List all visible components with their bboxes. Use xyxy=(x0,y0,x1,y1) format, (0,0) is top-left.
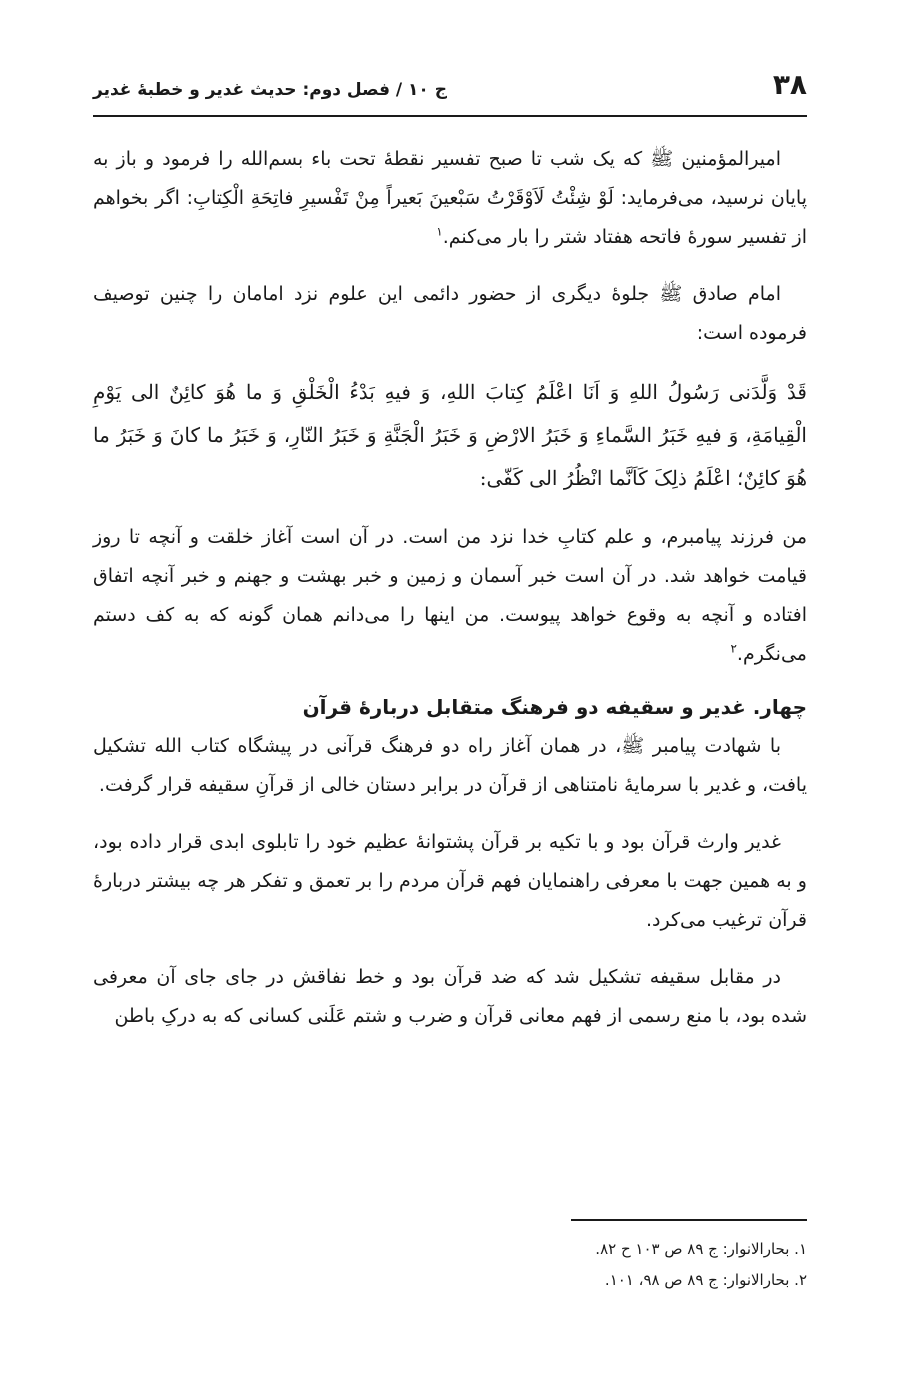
footnote-divider xyxy=(571,1219,807,1221)
paragraph-1-text: امیرالمؤمنین ﷺ که یک شب تا صبح تفسیر نقطۀ تحت باء بسم‌الله را فرمود و باز به پایان نرسید، می‌فرماید: لَوْ شِئْتُ لَاَوْقَرْتُ سَبْعینَ بَعیراً مِنْ تَفْسیرِ فاتِحَةِ الْکِتابِ: اگر بخواهم از تفسیر سورۀ فاتحه هفتاد شتر را بار می‌کنم. xyxy=(93,148,807,248)
paragraph-3-text: من فرزند پیامبرم، و علم کتابِ خدا نزد من است. در آن است آغاز خلقت و آنچه تا روز قیامت خواهد شد. در آن است خبر آسمان و زمین و خبر بهشت و جهنم و خبر آنچه اتفاق افتاده و آنچه به وقوع خواهد پیوست. من اینها را می‌دانم همان گونه که به کف دستم می‌نگرم. xyxy=(93,526,807,665)
footnote-ref-1[interactable]: ۱ xyxy=(436,224,443,239)
paragraph-1 xyxy=(93,140,807,257)
paragraph-2: امام صادق ﷺ جلوۀ دیگری از حضور دائمی این علوم نزد امامان را چنین توصیف فرموده است: xyxy=(93,283,807,344)
header-divider xyxy=(93,115,807,117)
paragraph-5: غدیر وارث قرآن بود و با تکیه بر قرآن پشتوانۀ عظیم خود را تابلوی ابدی قرار داده بود، و به همین جهت با معرفی راهنمایان فهم قرآن مردم را بر تعمق و تفکر هر چه بیشتر دربارۀ قرآن ترغیب می‌کرد. xyxy=(93,831,807,931)
footnote-2: ۲. بحارالانوار: ج ۸۹ ص ۹۸، ۱۰۱. xyxy=(604,1271,807,1289)
running-head: ج ۱۰ / فصل دوم: حدیث غدیر و خطبۀ غدیر xyxy=(93,80,447,100)
section-heading: چهار. غدیر و سقیفه دو فرهنگ متقابل دربارۀ قرآن xyxy=(302,695,807,719)
paragraph-4: با شهادت پیامبر ﷺ، در همان آغاز راه دو فرهنگ قرآنی در پیشگاه کتاب الله تشکیل یافت، و غدیر با سرمایۀ نامتناهی از قرآن در برابر دستان خالی از قرآنِ سقیفه قرار گرفت. xyxy=(93,735,807,796)
main-text xyxy=(93,140,807,1054)
footnote-1: ۱. بحارالانوار: ج ۸۹ ص ۱۰۳ ح ۸۲. xyxy=(595,1240,807,1258)
page-header xyxy=(93,68,807,114)
paragraph-3 xyxy=(93,518,807,674)
arabic-quote: قَدْ وَلَّدَنی رَسُولُ اللهِ وَ اَنَا اعْلَمُ کِتابَ اللهِ، وَ فیهِ بَدْءُ الْخَلْقِ وَ ما هُوَ کائِنٌ الی یَوْمِ الْقِیامَةِ، وَ فیهِ خَبَرُ السَّماءِ وَ خَبَرُ الارْضِ وَ خَبَرُ الْجَنَّةِ وَ خَبَرُ النّارِ، وَ خَبَرُ ما کانَ وَ خَبَرُ ما هُوَ کائِنٌ؛ اعْلَمُ ذلِکَ کَاَنَّما انْظُرُ الی کَفّی: xyxy=(93,380,807,490)
page-number: ۳۸ xyxy=(772,68,807,101)
footnote-ref-2[interactable]: ۲ xyxy=(730,641,737,656)
footnotes xyxy=(93,1234,807,1296)
paragraph-6: در مقابل سقیفه تشکیل شد که ضد قرآن بود و خط نفاقش در جای جای آن معرفی شده بود، با منع رسمی از فهم معانی قرآن و ضرب و شتم عَلَنی کسانی که به درکِ باطن xyxy=(93,966,807,1027)
